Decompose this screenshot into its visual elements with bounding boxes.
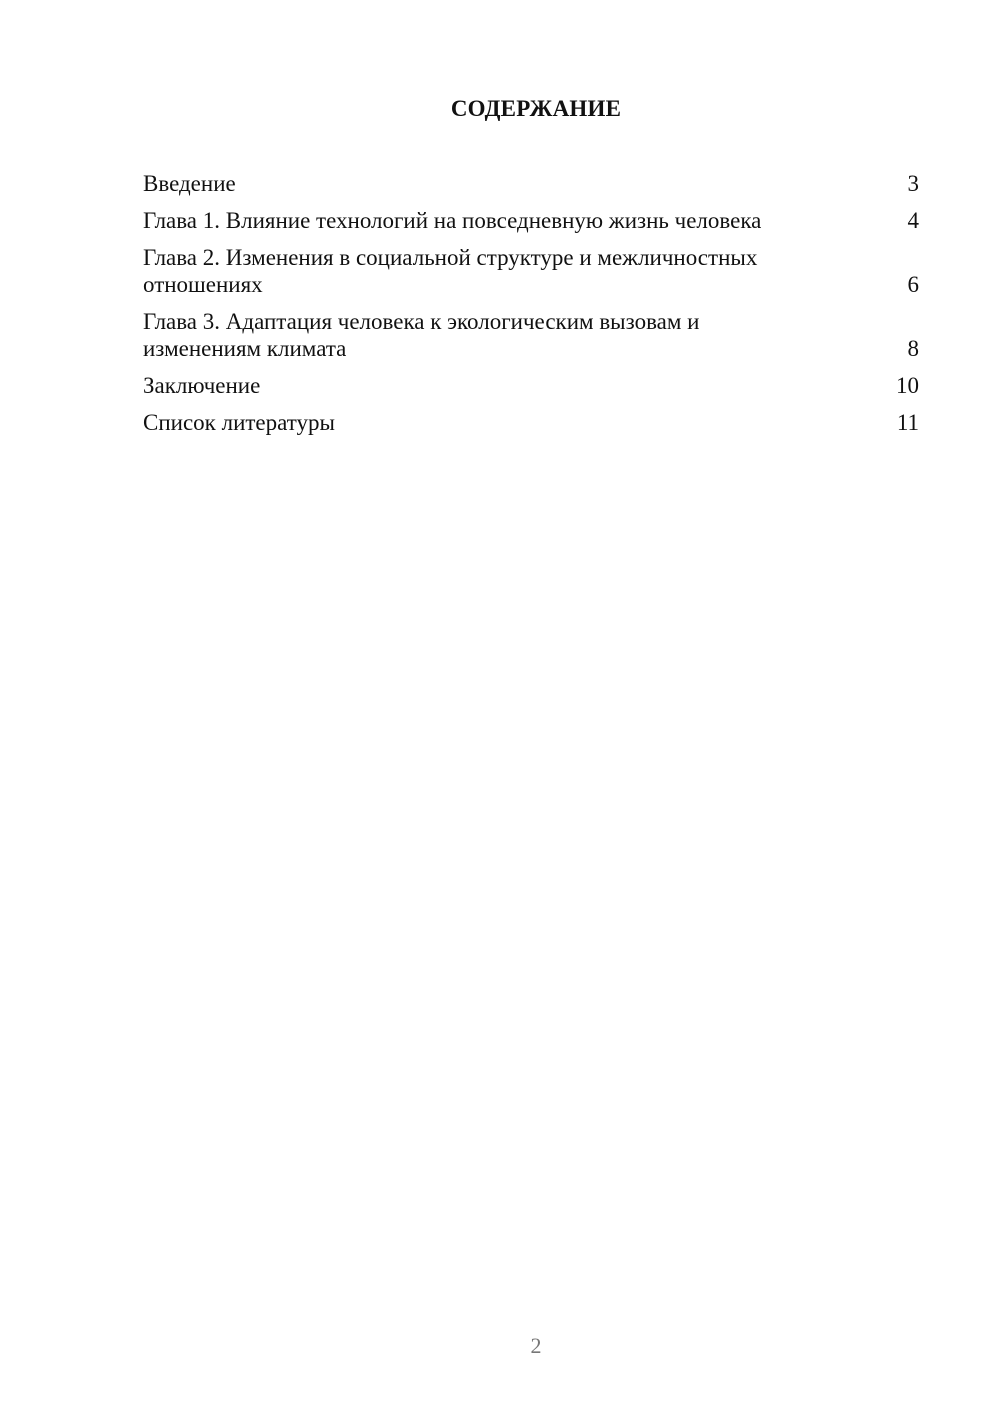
toc-entry-page: 8 bbox=[907, 336, 919, 361]
toc-entry-chapter-3 bbox=[143, 308, 919, 362]
toc-entry-page: 4 bbox=[907, 208, 919, 233]
toc-entry-conclusion bbox=[143, 372, 919, 399]
page-number: 2 bbox=[530, 1333, 542, 1358]
toc-entry-page: 11 bbox=[896, 410, 919, 435]
toc-entry-text: Глава 2. Изменения в социальной структуре и межличностных отношениях bbox=[143, 245, 758, 297]
toc-entry-text: Глава 3. Адаптация человека к экологическим вызовам и изменениям климата bbox=[143, 309, 700, 361]
toc-entry-introduction bbox=[143, 170, 919, 197]
toc-entry-text: Заключение bbox=[143, 373, 261, 398]
toc-entry-chapter-2 bbox=[143, 244, 919, 298]
toc-entry-page: 6 bbox=[907, 272, 919, 297]
toc-entry-text: Введение bbox=[143, 171, 236, 196]
page-title: СОДЕРЖАНИЕ bbox=[450, 96, 622, 121]
table-of-contents bbox=[143, 170, 919, 446]
toc-entry-page: 10 bbox=[896, 373, 919, 398]
toc-entry-chapter-1 bbox=[143, 207, 919, 234]
toc-entry-text: Глава 1. Влияние технологий на повседневную жизнь человека bbox=[143, 208, 762, 233]
toc-entry-text: Список литературы bbox=[143, 410, 335, 435]
toc-entry-page: 3 bbox=[907, 171, 919, 196]
toc-entry-references bbox=[143, 409, 919, 436]
